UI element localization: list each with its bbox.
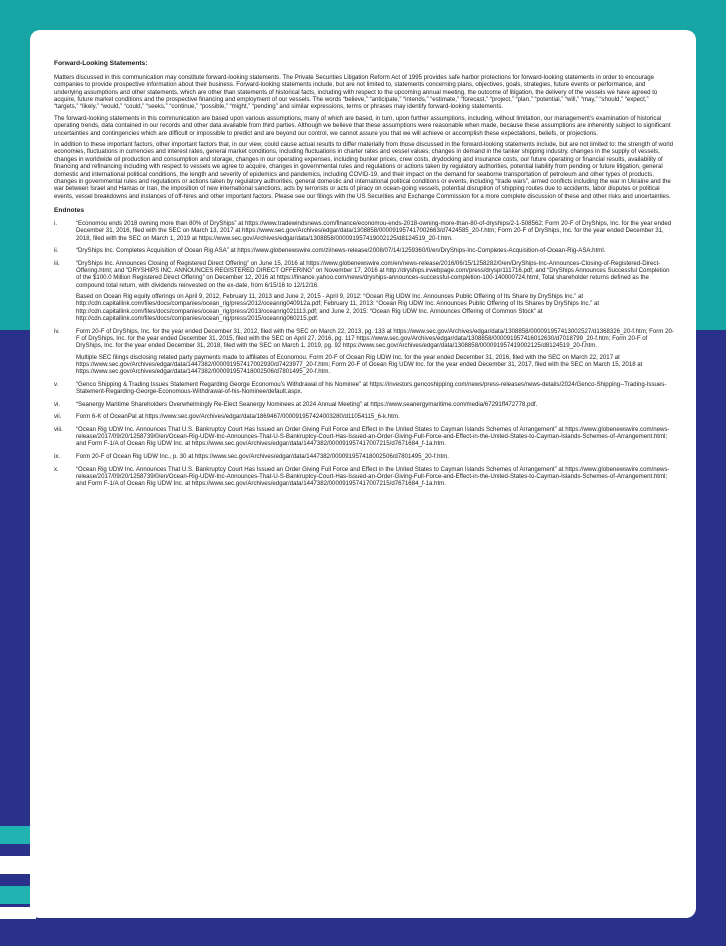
endnote-number: i. bbox=[54, 219, 58, 227]
endnote-item bbox=[54, 426, 674, 448]
endnote-item bbox=[54, 328, 674, 376]
endnote-text: “Seanergy Maritime Shareholders Overwhelmingly Re-Elect Seanergy Nominees at 2024 Annual Meeting” at https://www.seanergymaritime.com/media/67291ff472778.pdf. bbox=[76, 400, 538, 408]
endnote-number: ix. bbox=[54, 452, 61, 460]
endnote-number: iii. bbox=[54, 259, 60, 267]
endnote-item bbox=[54, 466, 674, 488]
endnote-text: Form 6-K of OceanPal at https://www.sec.gov/Archives/edgar/data/1869467/000091957424003280/d11054115_6-k.htm. bbox=[76, 413, 400, 421]
endnote-item bbox=[54, 401, 674, 408]
endnote-number: vi. bbox=[54, 400, 61, 408]
endnote-text: “DryShips Inc. Announces Closing of Registered Direct Offering” on June 15, 2016 at https://www.globenewswire.com/en/news-release/2016/06/15/1258282/0/en/DryShips-Inc-Announces-Closing-of-Registered-Direct-Offering.html; and “DRYSHIPS INC. ANNOUNCES REGISTERED DIRECT OFFERING” on November 17, 2016 at http://dryships.irwebpage.com/press/dryspr111716.pdf; and “DryShips Announces Successful Completion of the $100.0 Million Registered Direct Offering” on December 12, 2016 at https://finance.yahoo.com/news/dryships-announces-successful-completion-100-140000724.html; Total shareholder returns defined as the compound total return, with dividends reinvested on the ex-date, from 6/15/16 to 12/12/16. bbox=[76, 259, 670, 289]
endnote-text: “Ocean Rig UDW Inc. Announces That U.S. Bankruptcy Court Has Issued an Order Giving Full Force and Effect in the United States to Cayman Islands Schemes of Arrangement” at https://www.globenewswire.com/news-release/2017/09/20/1258739/0/en/Ocean-Rig-UDW-Inc-Announces-That-U-S-Bankruptcy-Court-Has-Issued-an-Order-Giving-Full-Force-and-Effect-in-the-United-States-to-Cayman-Islands-Schemes-of-Arrangement.html; and Form F-1/A of Ocean Rig UDW Inc. at https://www.sec.gov/Archives/edgar/data/1447382/000091957417007215/d7671684_f-1a.htm. bbox=[76, 465, 670, 488]
endnote-item bbox=[54, 260, 674, 323]
endnote-text-continued: Based on Ocean Rig equity offerings on April 9, 2012, February 11, 2013 and June 2, 2015 - April 9, 2012: “Ocean Rig UDW Inc. Announces Public Offering of Its Share by DryShips Inc.” at http://cdn.capitallink.com/files/docs/companies/ocean_rig/press/2012/oceanrig040912a.pdf; February 11, 2013: “Ocean Rig UDW Inc. Announces Public Offering of Its Shares by DryShips Inc.” at http://cdn.capitallink.com/files/docs/companies/ocean_rig/press/2013/oceanrig021113.pdf; and June 2, 2015: “Ocean Rig UDW Inc. Announces Offering of Common Stock” at http://cdn.capitallink.com/files/docs/companies/ocean_rig/press/2015/oceanrig060215.pdf. bbox=[76, 293, 600, 323]
forward-looking-paragraph: The forward-looking statements in this communication are based upon various assumptions, many of which are based, in turn, upon further assumptions, including, without limitation, our management’s examination of historical operating trends, data contained in our records and other data available from third parties. Although we believe that these assumptions were reasonable when made, because these assumptions are inherently subject to significant uncertainties and contingencies which are difficult or impossible to predict and are beyond our control, we cannot assure you that we will achieve or accomplish these expectations, beliefs, or projections. bbox=[54, 114, 671, 137]
endnotes-title: Endnotes bbox=[54, 206, 85, 214]
endnote-number: iv. bbox=[54, 327, 60, 335]
endnote-text: Form 20-F of Ocean Rig UDW Inc., p. 30 at https://www.sec.gov/Archives/edgar/data/1447382/000091957418002506/d7801495_20-f.htm. bbox=[76, 452, 449, 460]
endnote-number: x. bbox=[54, 465, 59, 473]
endnote-item bbox=[54, 453, 674, 460]
endnote-text: “Genco Shipping & Trading Issues Statement Regarding George Economou’s Withdrawal of his Nominee” at https://investors.gencoshipping.com/news/press-releases/news-details/2024/Genco-Shipping--Trading-Issues-Statement-Regarding-George-Economous-Withdrawal-of-his-Nominee/default.aspx. bbox=[76, 380, 667, 396]
endnote-number: v. bbox=[54, 380, 59, 388]
endnote-number: vii. bbox=[54, 413, 62, 421]
document-page bbox=[30, 30, 696, 918]
endnote-text: “DryShips Inc. Completes Acquisition of Ocean Rig ASA” at https://www.globenewswire.com/zi/news-release/2008/07/14/1259360/0/en/DryShips-Inc-Completes-Acquisition-of-Ocean-Rig-ASA.html. bbox=[76, 247, 606, 255]
forward-looking-paragraph: Matters discussed in this communication may constitute forward-looking statements. The Private Securities Litigation Reform Act of 1995 provides safe harbor protections for forward-looking statements in order to encourage companies to provide prospective information about their business. Forward-looking statements include, but are not limited to, statements concerning plans, objectives, goals, strategies, future events or performance, and underlying assumptions and other statements, which are other than statements of historical facts, including with respect to the upcoming annual meeting, the outcome of litigation, the delivery of the vessels we have agreed to acquire, future market conditions and the prospective financing and employment of our vessels. The words “believe,” “anticipate,” “intends,” “estimate,” “forecast,” “project,” “plan,” “potential,” “will,” “may,” “should,” “expect,” “targets,” “likely,” “would,” “could,” “seeks,” “continue,” “possible,” “might,” “pending” and similar expressions, terms or phrases may identify forward-looking statements. bbox=[54, 74, 658, 111]
forward-looking-title: Forward-Looking Statements: bbox=[54, 60, 148, 67]
endnote-item bbox=[54, 247, 674, 254]
page-content bbox=[54, 60, 674, 493]
endnote-item bbox=[54, 381, 674, 396]
endnote-text: Form 20-F of DryShips, Inc. for the year ended December 31, 2012, filed with the SEC on March 22, 2013, pg. 133 at https://www.sec.gov/Archives/edgar/data/1308858/000091957413002527/d1368326_20-f.htm; Form 20-F of DryShips, Inc. for the year ended December 31, 2015, filed with the SEC on April 27, 2016, pg. 117 https://www.sec.gov/Archives/edgar/data/1308858/000091957416012630/d7018799_20-f.htm; Form 20-F of DryShips, Inc. for the year ended December 31, 2018, filed with the SEC on March 1, 2019, pg. 92 https://www.sec.gov/Archives/edgar/data/1308858/000091957419002125/d8124519_20-f.htm. bbox=[76, 327, 674, 350]
endnote-number: viii. bbox=[54, 425, 63, 433]
endnote-item bbox=[54, 220, 674, 242]
endnote-text: “Economou ends 2018 owning more than 80% of DryShips” at https://www.tradewindsnews.com/finance/economou-ends-2018-owning-more-than-80-of-dryships/2-1-508562; Form 20-F of DryShips, Inc. for the year ended December 31, 2016, filed with the SEC on March 13, 2017 at https://www.sec.gov/Archives/edgar/data/1308858/000091957417002663/d7424585_20-f.htm; Form 20-F of DryShips, Inc. for the year ended December 31, 2018, filed with the SEC on March 1, 2019 at https://www.sec.gov/Archives/edgar/data/1308858/000091957419002125/d8124519_20-f.htm. bbox=[76, 219, 672, 242]
endnote-text: “Ocean Rig UDW Inc. Announces That U.S. Bankruptcy Court Has Issued an Order Giving Full Force and Effect in the United States to Cayman Islands Schemes of Arrangement” at https://www.globenewswire.com/news-release/2017/09/20/1258739/0/en/Ocean-Rig-UDW-Inc-Announces-That-U-S-Bankruptcy-Court-Has-Issued-an-Order-Giving-Full-Force-and-Effect-in-the-United-States-to-Cayman-Islands-Schemes-of-Arrangement.html; and Form F-1/A of Ocean Rig UDW Inc. at https://www.sec.gov/Archives/edgar/data/1447382/000091957417007215/d7671684_f-1a.htm. bbox=[76, 425, 670, 448]
endnote-text-continued: Multiple SEC filings disclosing related party payments made to affiliates of Economou. Form 20-F of Ocean Rig UDW Inc. for the year ended December 31, 2016, filed with the SEC on March 22, 2017 at https://www.sec.gov/Archives/edgar/data/1447382/000091957417002930/d7423977_20-f.htm; Form 20-F of Ocean Rig UDW Inc. for the year ended December 31, 2017, filed with the SEC on March 15, 2018 at https://www.sec.gov/Archives/edgar/data/1447382/000091957418002506/d7801495_20-f.htm. bbox=[76, 353, 643, 376]
forward-looking-paragraph: In addition to these important factors, other important factors that, in our view, could cause actual results to differ materially from those discussed in the forward-looking statements include, but are not limited to: the strength of world economies, fluctuations in currencies and interest rates, general market conditions, including fluctuations in charter rates and vessel values, changes in demand in the tanker shipping industry, changes in the supply of vessels, changes in worldwide oil production and consumption and storage, changes in our operating expenses, including bunker prices, crew costs, drydocking and insurance costs, our future operating or financial results, availability of financing and refinancing including with respect to vessels we agree to acquire, changes in governmental rules and regulations or actions taken by regulatory authorities, potential liability from pending or future litigation, general domestic and international political conditions, the length and severity of epidemics and pandemics, including COVID-19, and their impact on the demand for seaborne transportation of petroleum and other types of products, changes in governmental rules and regulations or actions taken by regulatory authorities, general domestic and international political conditions or events, including “trade wars”, armed conflicts including the war in Ukraine and the war between Israel and Hamas or Iran, the imposition of new international sanctions, acts by terrorists or acts of piracy on ocean-going vessels, potential disruption of shipping routes due to accidents, labor disputes or political events, vessel breakdowns and instances of off-hires and other important factors. Please see our filings with the US Securities and Exchange Commission for a more complete discussion of these and other risks and uncertainties. bbox=[54, 141, 674, 200]
endnote-item bbox=[54, 413, 674, 420]
endnote-number: ii. bbox=[54, 247, 59, 255]
